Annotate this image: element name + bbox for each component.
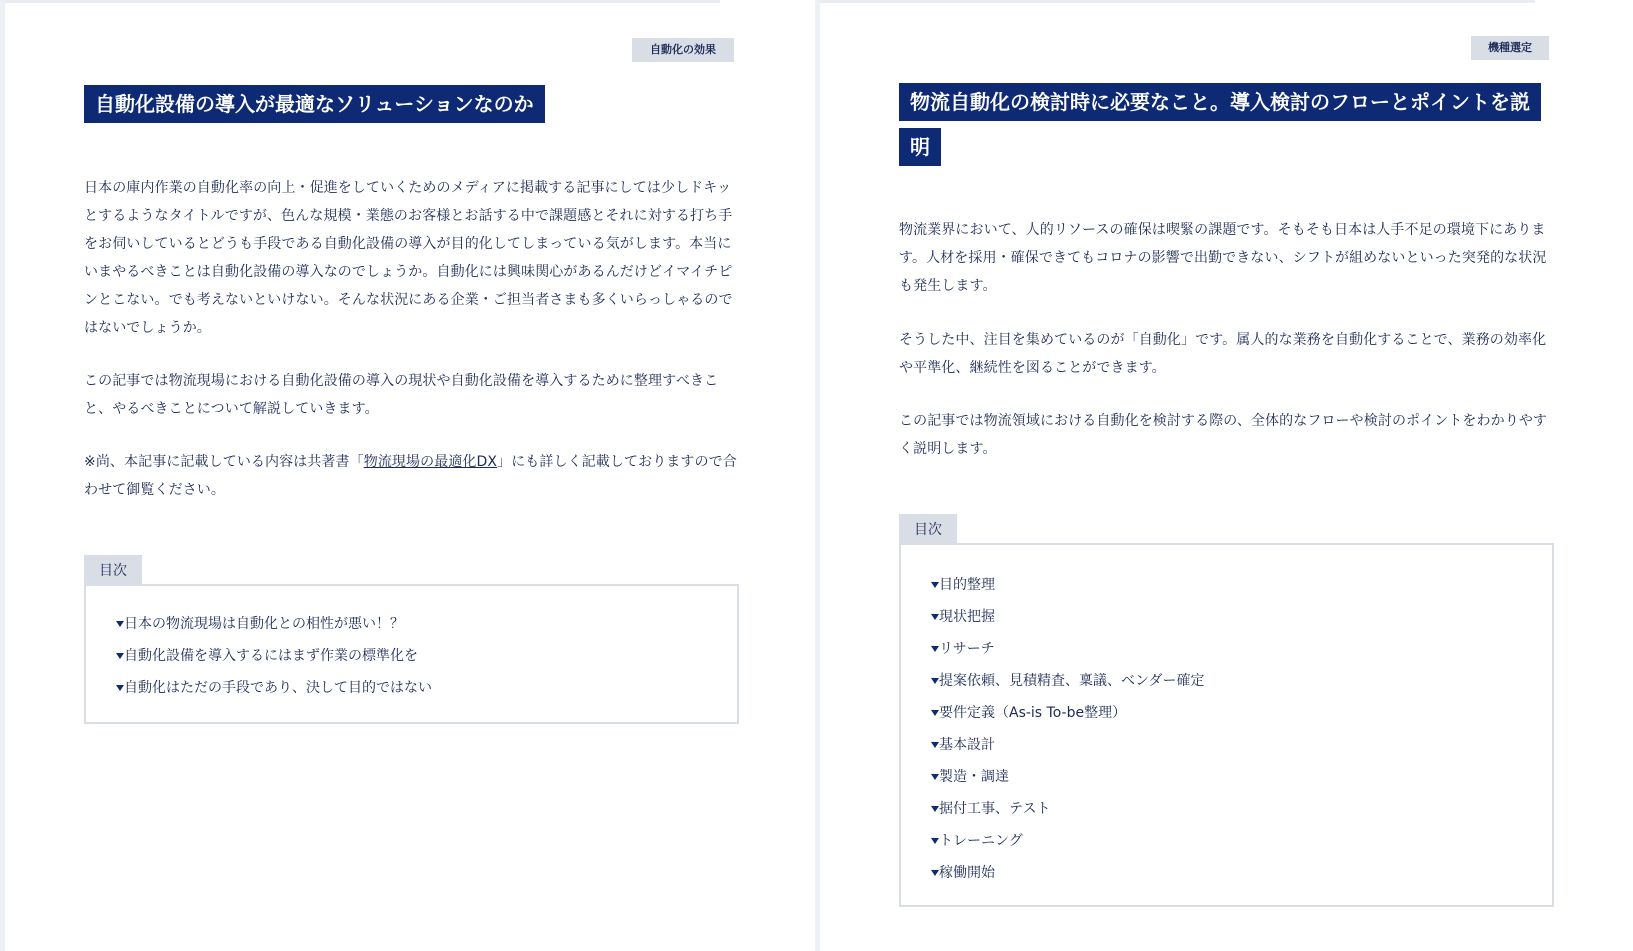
toc-item-label: 日本の物流現場は自動化との相性が悪い！？ <box>124 616 404 632</box>
toc-item[interactable] <box>901 793 1552 825</box>
note-prefix: ※尚、本記事に記載している内容は共著書「 <box>84 454 364 470</box>
toc-item-label: 自動化はただの手段であり、決して目的ではない <box>124 680 432 696</box>
triangle-down-icon <box>931 774 939 780</box>
triangle-down-icon <box>931 710 939 716</box>
toc-item-label: 要件定義（As-is To-be整理） <box>939 705 1127 721</box>
triangle-down-icon <box>116 685 124 691</box>
article-title-text: 自動化設備の導入が最適なソリューションなのか <box>84 85 545 123</box>
toc-item-label: 提案依頼、見積精査、稟議、ベンダー確定 <box>939 673 1205 689</box>
toc-item-label: 稼働開始 <box>939 865 995 881</box>
triangle-down-icon <box>931 870 939 876</box>
category-badge[interactable]: 自動化の効果 <box>632 38 734 62</box>
right-article-panel <box>820 0 1633 951</box>
toc-item-label: 据付工事、テスト <box>939 801 1051 817</box>
top-divider <box>5 0 720 3</box>
toc-item[interactable] <box>901 569 1552 601</box>
toc-item[interactable] <box>901 857 1552 889</box>
toc-item-label: リサーチ <box>939 641 995 657</box>
intro-paragraph: 日本の庫内作業の自動化率の向上・促進をしていくためのメディアに掲載する記事にしては少しドキッとするようなタイトルですが、色んな規模・業態のお客様とお話する中で課題感とそれに対する打ち手をお伺いしているとどうも手段である自動化設備の導入が目的化してしまっている気がします。本当にいまやるべきことは自動化設備の導入なのでしょうか。自動化には興味関心があるんだけどイマイチピンとこない。でも考えないといけない。そんな状況にある企業・ご担当者さまも多くいらっしゃるのではないでしょうか。 <box>84 180 733 336</box>
toc-item[interactable] <box>901 697 1552 729</box>
toc-label: 目次 <box>899 514 957 544</box>
summary-paragraph: この記事では物流領域における自動化を検討する際の、全体的なフローや検討のポイントをわかりやすく説明します。 <box>899 413 1548 457</box>
article-title <box>84 82 744 127</box>
toc-item[interactable] <box>901 665 1552 697</box>
summary-paragraph: この記事では物流現場における自動化設備の導入の現状や自動化設備を導入するために整理すべきこと、やるべきことについて解説していきます。 <box>84 373 719 417</box>
toc-item[interactable] <box>901 601 1552 633</box>
toc-item[interactable] <box>901 729 1552 761</box>
triangle-down-icon <box>931 838 939 844</box>
context-paragraph: そうした中、注目を集めているのが「自動化」です。属人的な業務を自動化することで、業務の効率化や平準化、継続性を図ることができます。 <box>899 332 1547 376</box>
toc-list <box>86 608 737 704</box>
left-article-panel <box>5 0 815 951</box>
toc-item-label: 製造・調達 <box>939 769 1009 785</box>
table-of-contents <box>899 543 1554 907</box>
book-link[interactable]: 物流現場の最適化DX <box>363 454 498 470</box>
toc-item[interactable] <box>901 825 1552 857</box>
note-suffix: 」にも詳しく記載しておりますので合わせて御覧ください。 <box>84 454 737 498</box>
triangle-down-icon <box>931 806 939 812</box>
toc-item-label: 目的整理 <box>939 577 995 593</box>
article-title <box>899 80 1559 170</box>
category-badge[interactable]: 機種選定 <box>1471 36 1549 60</box>
triangle-down-icon <box>931 646 939 652</box>
triangle-down-icon <box>931 742 939 748</box>
toc-item[interactable] <box>86 608 737 640</box>
triangle-down-icon <box>931 678 939 684</box>
triangle-down-icon <box>931 614 939 620</box>
note-paragraph <box>84 448 739 504</box>
triangle-down-icon <box>116 653 124 659</box>
table-of-contents <box>84 584 739 724</box>
toc-item[interactable] <box>901 633 1552 665</box>
article-title-text: 物流自動化の検討時に必要なこと。導入検討のフローとポイントを説明 <box>899 83 1541 166</box>
toc-item-label: 現状把握 <box>939 609 995 625</box>
toc-item[interactable] <box>901 761 1552 793</box>
triangle-down-icon <box>931 582 939 588</box>
toc-list <box>901 569 1552 889</box>
toc-item-label: トレーニング <box>939 833 1023 849</box>
toc-item[interactable] <box>86 672 737 704</box>
triangle-down-icon <box>116 621 124 627</box>
toc-item-label: 自動化設備を導入するにはまず作業の標準化を <box>124 648 418 664</box>
toc-item-label: 基本設計 <box>939 737 995 753</box>
top-divider <box>820 0 1535 3</box>
toc-item[interactable] <box>86 640 737 672</box>
intro-paragraph: 物流業界において、人的リソースの確保は喫緊の課題です。そもそも日本は人手不足の環境下にあります。人材を採用・確保できてもコロナの影響で出勤できない、シフトが組めないといった突発的な状況も発生します。 <box>899 222 1547 294</box>
toc-label: 目次 <box>84 555 142 585</box>
